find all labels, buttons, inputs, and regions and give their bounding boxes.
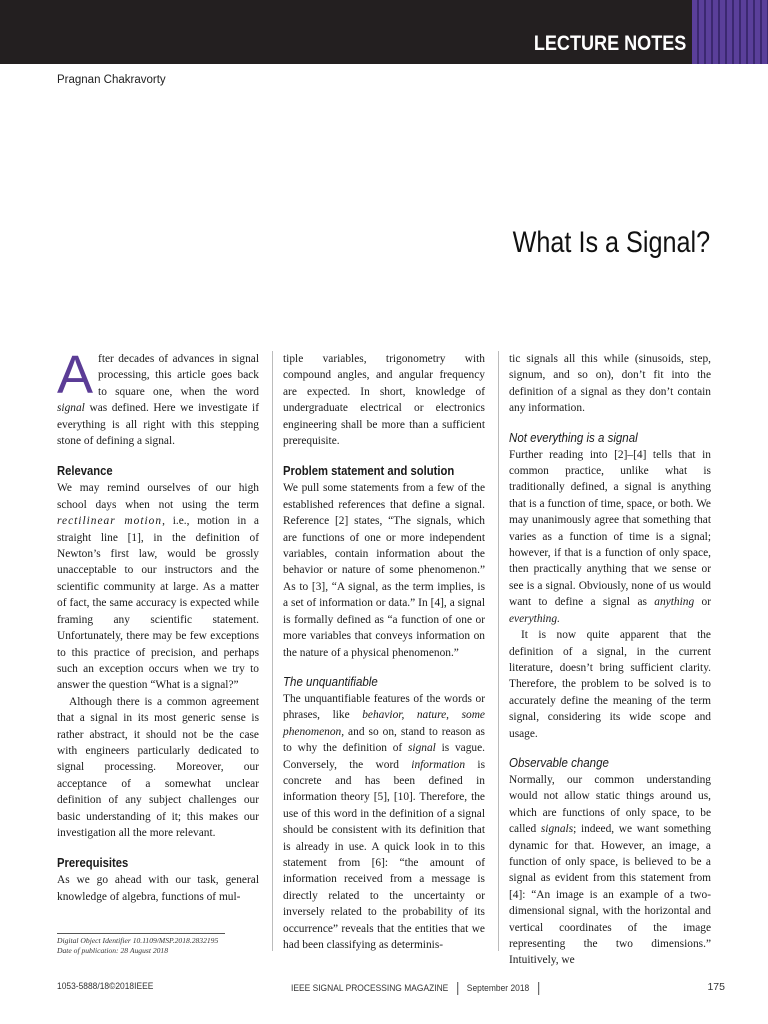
- paragraph: Further reading into [2]–[4] tells that in common practice, unlike what is traditionally defined, a signal is anything that is a function of time, space, or both. We may unanimously agree that something that varies as a function of time is a signal; however, if that is a function of only space, then practically anything that we sense or see is a signal. Obviously, none of us would want to define a signal as anything or everything.: [509, 448, 711, 625]
- drop-cap: A: [57, 345, 94, 405]
- intro-paragraph: After decades of advances in signal processing, this article goes back to square one, when the word signal was defined. Here we investigate if everything is all right with this stepping stone of defining a signal.: [57, 345, 259, 448]
- heading-observable-change: Observable change: [509, 754, 609, 770]
- heading-unquantifiable: The unquantifiable: [283, 673, 378, 689]
- section-label: LECTURE NOTES: [533, 32, 686, 55]
- footer-center: [291, 981, 548, 995]
- column-3: [509, 351, 711, 967]
- footer-divider: [457, 982, 458, 995]
- heading-not-everything: Not everything is a signal: [509, 429, 638, 445]
- author-name: Pragnan Chakravorty: [57, 74, 166, 86]
- paragraph: Although there is a common agreement that a signal in its most generic sense is rather abstract, it should not be the case with engineers particularly dedicated to signal processing. Moreover, our acceptance of a somewhat unclear definition of any subject challenges our basic understanding of it; this makes our investigation all the more relevant.: [57, 695, 259, 839]
- column-2: [283, 351, 485, 951]
- paragraph: Normally, our common understanding would not allow static things around us, which are functions of only space, to be called signals; indeed, we want something dynamic for that. However, an image, a function of only space, is believed to be a signal as evident from this statement from [4]: “An image is an example of a two-dimensional signal, with the horizontal and vertical coordinates of the image representing the two dimensions.” Intuitively, we: [509, 773, 711, 967]
- paragraph: As we go ahead with our task, general knowledge of algebra, functions of mul-: [57, 874, 259, 903]
- column-1: [57, 345, 259, 951]
- footer-divider: [538, 982, 539, 995]
- paragraph: The unquantifiable features of the words or phrases, like behavior, nature, some phenomenon, and so on, stand to reason as to why the definition of signal is vague. Conversely, the word information is concrete and has been defined in information theory [5], [10]. Therefore, the use of this word in the definition of a signal should be consistent with its definition that is already in use. A quick look in to this statement from [6]: “the amount of information received from a message is directly related to the uncertainty or inversely related to the probability of its occurrence” reveals that the entities that we had been classifying as determinis-: [283, 692, 485, 951]
- paragraph: We pull some statements from a few of the established references that define a signal. Reference [2] states, “The signals, which are functions of one or more independent variables, contain information about the behavior or nature of some phenomenon.” As to [3], “A signal, as the term implies, is a set of information or data.” In [4], a signal is formally defined as “a function of one or more variables that conveys information on the nature of a physical phenomenon.”: [283, 482, 485, 659]
- footnote-date: Date of publication: 28 August 2018: [57, 945, 169, 955]
- header-stripes: [692, 0, 768, 64]
- heading-relevance: Relevance: [57, 464, 113, 479]
- paragraph: tiple variables, trigonometry with compound angles, and angular frequency are expected. In short, knowledge of undergraduate electrical or electronics engineering shall be more than a sufficient prerequisite.: [283, 353, 485, 448]
- paragraph: tic signals all this while (sinusoids, step, signum, and so on), don’t fit into the definition of a signal as they don’t contain any information.: [509, 353, 711, 415]
- heading-problem-statement: Problem statement and solution: [283, 464, 455, 479]
- page-number: 175: [707, 981, 725, 993]
- paragraph: It is now quite apparent that the definition of a signal, in the current literature, doesn’t bring sufficient clarity. Therefore, the problem to be solved is to accurately define the meaning of the term signal, considering its wide scope and usage.: [509, 629, 711, 740]
- footer-issn: 1053-5888/18©2018IEEE: [57, 981, 154, 992]
- footer-magazine: IEEE SIGNAL PROCESSING MAGAZINE: [291, 982, 449, 994]
- heading-prerequisites: Prerequisites: [57, 856, 129, 871]
- column-divider: [272, 351, 273, 951]
- paragraph: We may remind ourselves of our high school days when not using the term rectilinear motion, i.e., motion in a straight line [1], in the definition of Newton’s first law, would be grossly unacceptable to our instructors and the scientific community at large. As a matter of fact, the same accuracy is expected while framing any scientific statement. Unfortunately, there may be few exceptions to this practice of precision, and perhaps such an exception occurs when we try to answer the question “What is a signal?”: [57, 482, 259, 692]
- header-bar: [0, 0, 768, 64]
- footnote-doi: Digital Object Identifier 10.1109/MSP.2018.2832195: [57, 936, 219, 945]
- column-divider: [498, 351, 499, 951]
- footnote-rule: [57, 933, 225, 934]
- footer-date: September 2018: [466, 982, 530, 994]
- footnote: [57, 936, 257, 955]
- article-title: What Is a Signal?: [512, 226, 710, 259]
